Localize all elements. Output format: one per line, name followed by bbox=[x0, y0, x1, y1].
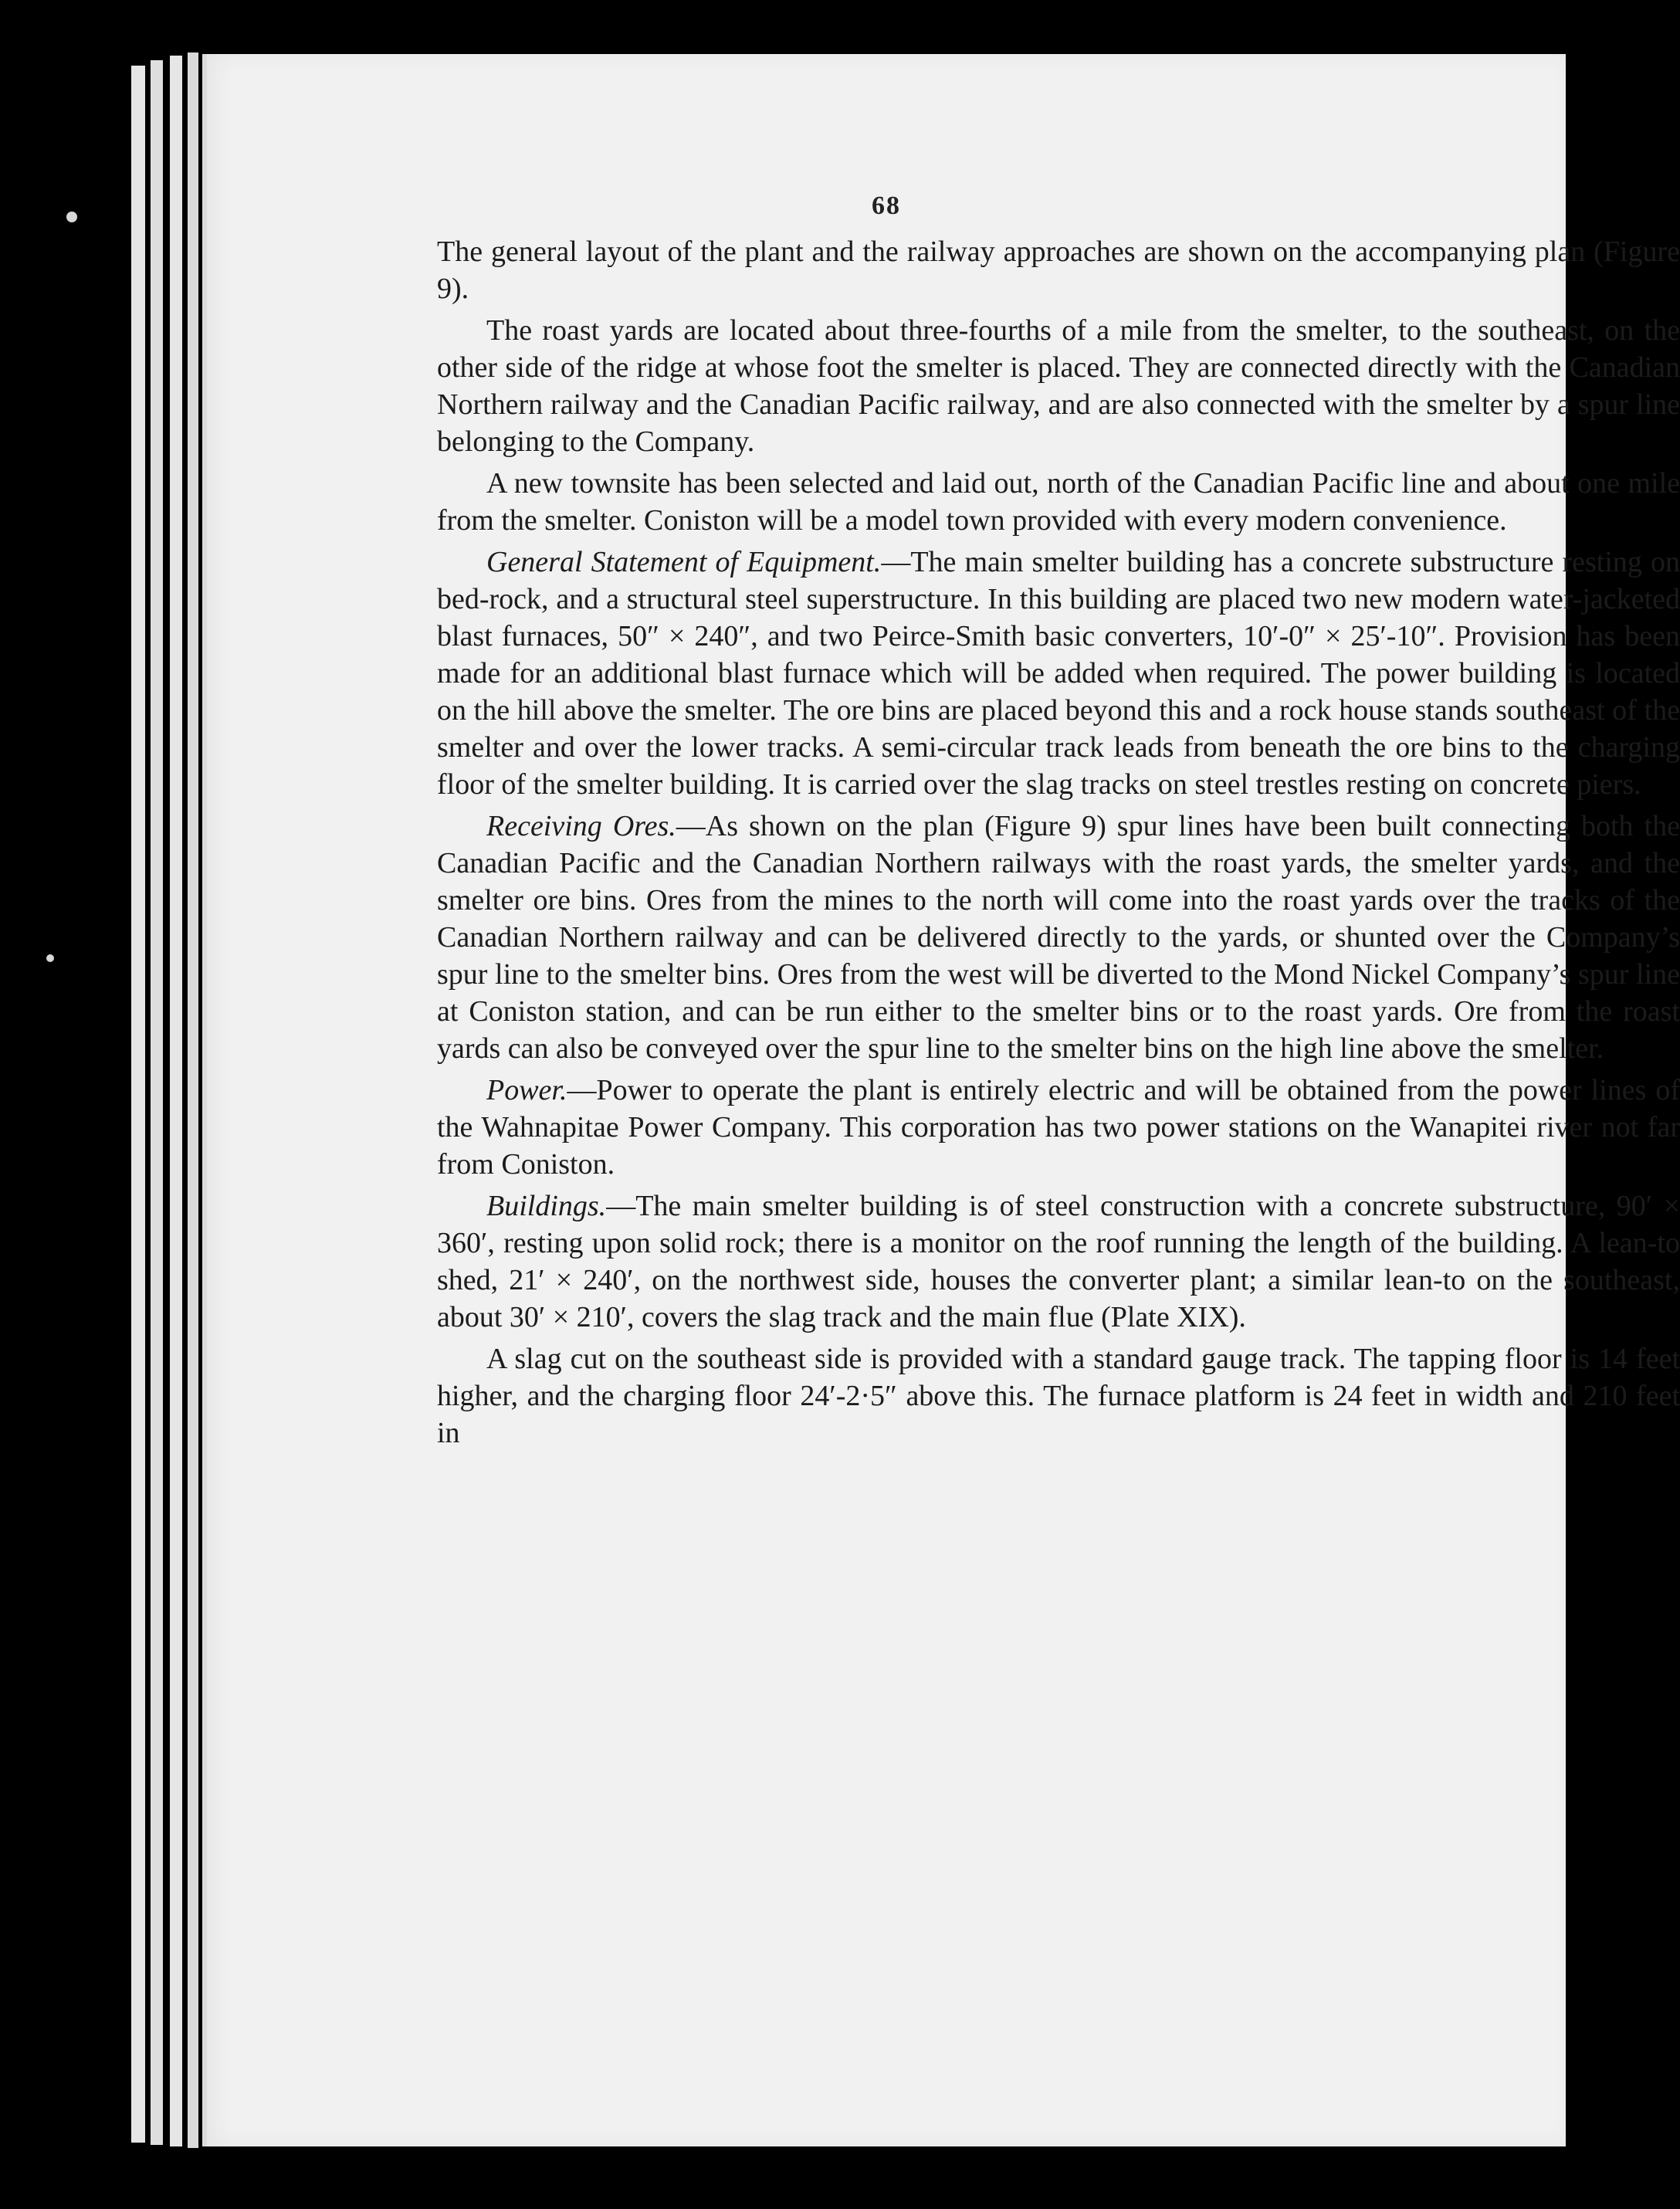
paragraph-text: A slag cut on the southeast side is provided with a standard gauge track. The tapping floor is 14 feet higher, and the charging floor 24′-2·5″ above this. The furnace platform is 24 feet in width and 210 feet in bbox=[437, 1343, 1680, 1449]
page-edge bbox=[131, 66, 145, 2143]
document-page bbox=[202, 54, 1680, 2146]
paragraph bbox=[437, 465, 1680, 539]
paragraph-text: The general layout of the plant and the railway approaches are shown on the accompanying plan (Figure 9). bbox=[437, 235, 1680, 305]
paragraph-heading: Buildings. bbox=[486, 1190, 607, 1222]
paragraph bbox=[437, 1072, 1680, 1183]
paragraph bbox=[437, 808, 1680, 1067]
page-edge bbox=[170, 56, 182, 2146]
paragraph-text: —Power to operate the plant is entirely electric and will be obtained from the power lines of the Wahnapitae Power Company. This corporation has two power stations on the Wanapitei river not far from Coniston. bbox=[437, 1074, 1680, 1181]
paragraph-text: —The main smelter building is of steel construction with a concrete substructure, 90′ × 360′, resting upon solid rock; there is a monitor on the roof running the length of the building. A lean-to shed, 21′ × 240′, on the northwest side, houses the converter plant; a similar lean-to on the southeast, about 30′ × 210′, covers the slag track and the main flue (Plate XIX). bbox=[437, 1190, 1680, 1333]
page-edge bbox=[151, 60, 163, 2145]
paragraph bbox=[437, 312, 1680, 460]
body-text bbox=[437, 233, 1680, 1456]
page-number: 68 bbox=[872, 191, 901, 220]
paragraph bbox=[437, 233, 1680, 307]
page-edge bbox=[188, 53, 198, 2148]
paragraph-text: A new townsite has been selected and laid out, north of the Canadian Pacific line and about one mile from the smelter. Coniston will be a model town provided with every modern convenience. bbox=[437, 467, 1680, 537]
paragraph bbox=[437, 544, 1680, 803]
paragraph-text: —The main smelter building has a concrete substructure resting on bed-rock, and a structural steel superstructure. In this building are placed two new modern water-jacketed blast furnaces, 50″ × 240″, and two Peirce-Smith basic converters, 10′-0″ × 25′-10″. Provision has been made for an additional blast furnace which will be added when required. The power building is located on the hill above the smelter. The ore bins are placed beyond this and a rock house stands southeast of the smelter and over the lower tracks. A semi-circular track leads from beneath the ore bins to the charging floor of the smelter building. It is carried over the slag tracks on steel trestles resting on concrete piers. bbox=[437, 546, 1680, 801]
scan-speck bbox=[46, 954, 54, 962]
paragraph-heading: Receiving Ores. bbox=[486, 810, 676, 842]
paragraph-heading: General Statement of Equipment. bbox=[486, 546, 882, 578]
paragraph-text: The roast yards are located about three-fourths of a mile from the smelter, to the southeast, on the other side of the ridge at whose foot the smelter is placed. They are connected directly with the Canadian Northern railway and the Canadian Pacific railway, and are also connected with the smelter by a spur line belonging to the Company. bbox=[437, 314, 1680, 458]
paragraph-text: —As shown on the plan (Figure 9) spur lines have been built connecting both the Canadian Pacific and the Canadian Northern railways with the roast yards, the smelter yards, and the smelter ore bins. Ores from the mines to the north will come into the roast yards over the tracks of the Canadian Northern railway and can be delivered directly to the yards, or shunted over the Company’s spur line to the smelter bins. Ores from the west will be diverted to the Mond Nickel Company’s spur line at Coniston station, and can be run either to the smelter bins or to the roast yards. Ore from the roast yards can also be conveyed over the spur line to the smelter bins on the high line above the smelter. bbox=[437, 810, 1680, 1065]
paragraph-heading: Power. bbox=[486, 1074, 567, 1106]
scan-speck bbox=[66, 212, 77, 222]
paragraph bbox=[437, 1188, 1680, 1336]
paragraph bbox=[437, 1340, 1680, 1452]
